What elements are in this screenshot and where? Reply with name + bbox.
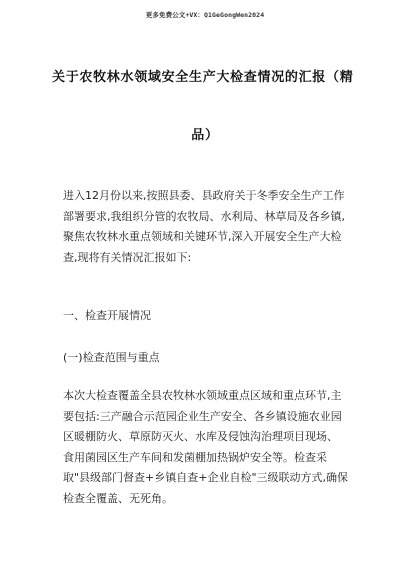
intro-line: 进入12月份以来,按照县委、县政府关于冬季安全生产工作 (63, 189, 345, 202)
subsection-heading: (一)检查范围与重点 (63, 351, 160, 364)
intro-line: 聚焦农牧林水重点领域和关键环节,深入开展安全生产大检 (63, 230, 342, 243)
body-line: 检查全覆盖、无死角。 (63, 491, 173, 505)
intro-line: 部署要求,我组织分管的农牧局、水利局、林草局及各乡镇, (63, 209, 345, 223)
body-line: 食用菌园区生产车间和发菌棚加热锅炉安全等。检查采 (63, 450, 327, 464)
body-paragraph (63, 386, 357, 509)
section-heading: 一、检查开展情况 (63, 309, 151, 322)
body-line: 要包括:三产融合示范园企业生产安全、各乡镇设施农业园 (63, 409, 342, 423)
body-line: 本次大检查覆盖全县农牧林水领域重点区域和重点环节,主 (63, 389, 342, 402)
document-title: 关于农牧林水领域安全生产大检查情况的汇报（精 (52, 70, 354, 85)
intro-paragraph (63, 186, 357, 268)
intro-line: 查,现将有关情况汇报如下: (63, 250, 192, 264)
body-line: 区暖棚防火、草原防灭火、水库及侵蚀沟治理项目现场、 (63, 430, 338, 443)
header-note: 更多免费公文+VX：Q1GeGongWen2024 (145, 11, 265, 19)
body-line: 取"县级部门督查+乡镇自查+企业自检"三级联动方式,确保 (63, 471, 349, 484)
document-title-continued: 品） (191, 128, 219, 143)
